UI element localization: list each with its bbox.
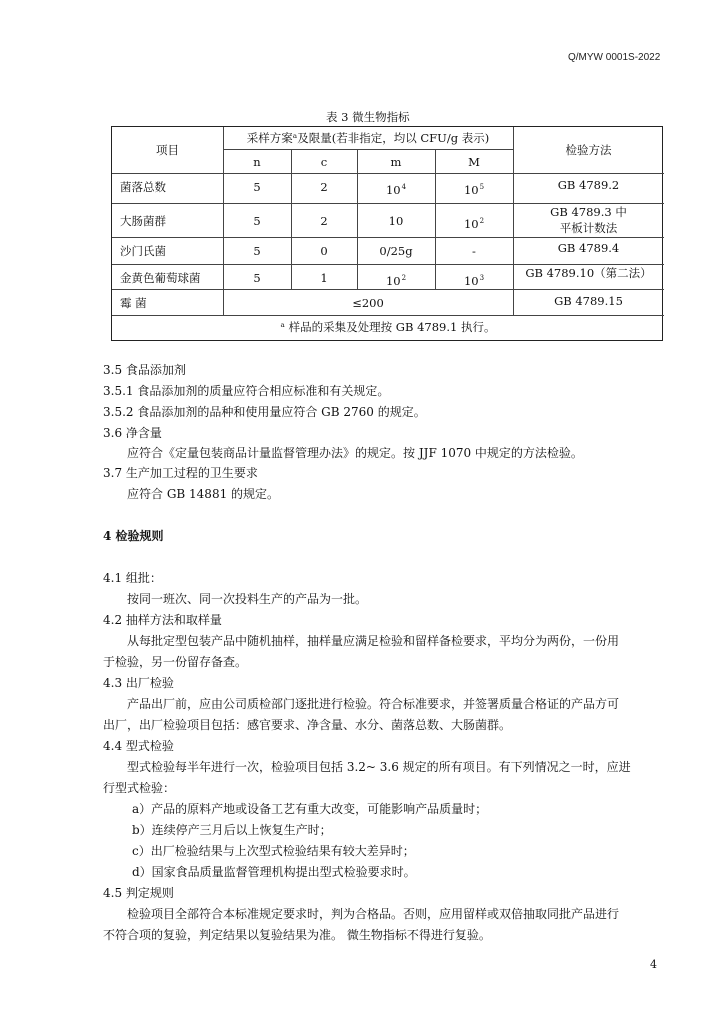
table-footnote: ᵃ 样品的采集及处理按 GB 4789.1 执行。	[280, 320, 496, 334]
table-caption: 表 3 微生物指标	[326, 110, 410, 124]
section-heading: 3.5 食品添加剂	[103, 363, 186, 377]
table-head-method: 检验方法	[565, 143, 612, 157]
section-heading: 3.7 生产加工过程的卫生要求	[103, 466, 258, 480]
row-m: 10	[388, 214, 404, 228]
paragraph-text: 从每批定型包装产品中随机抽样，抽样量应满足检验和留样备检要求，平均分为两份，一份用	[127, 634, 620, 648]
table-subhead-c: c	[320, 155, 328, 169]
row-c: 1	[320, 271, 328, 285]
paragraph-text: 应符合 GB 14881 的规定。	[127, 487, 280, 501]
microbial-indicators-table	[111, 126, 663, 341]
row-item: 金黄色葡萄球菌	[120, 271, 201, 285]
row-method: GB 4789.3 中	[550, 205, 627, 219]
row-M: $10^2$	[463, 217, 485, 231]
row-M: $10^5$	[463, 183, 485, 197]
row-item: 沙门氏菌	[120, 244, 166, 258]
row-m: $10^2$	[385, 274, 407, 288]
clause-text: 3.5.1 食品添加剂的质量应符合相应标准和有关规定。	[103, 384, 390, 398]
table-head-sampling: 采样方案ᵃ及限量(若非指定，均以 CFU/g 表示)	[246, 131, 490, 145]
row-method: GB 4789.10（第二法）	[525, 266, 652, 280]
paragraph-text: 产品出厂前，应由公司质检部门逐批进行检验。符合标准要求，并签署质量合格证的产品方可	[127, 697, 620, 711]
section-heading: 3.6 净含量	[103, 426, 162, 440]
section-heading: 4.3 出厂检验	[103, 676, 174, 690]
paragraph-text: 应符合《定量包装商品计量监督管理办法》的规定。按 JJF 1070 中规定的方法检验。	[127, 446, 583, 460]
paragraph-text: 不符合项的复验，判定结果以复验结果为准。 微生物指标不得进行复验。	[103, 928, 491, 942]
row-n: 5	[253, 271, 261, 285]
row-c: 2	[320, 180, 328, 194]
row-method-detail: 平板计数法	[559, 221, 618, 235]
list-item: d）国家食品质量监督管理机构提出型式检验要求时。	[132, 865, 416, 879]
row-method: GB 4789.4	[557, 241, 620, 255]
row-mold-method: GB 4789.15	[554, 294, 623, 308]
row-c: 2	[320, 214, 328, 228]
row-n: 5	[253, 244, 261, 258]
row-item-mold: 霉 菌	[120, 296, 147, 310]
section-heading: 4.1 组批：	[103, 571, 162, 585]
row-item: 大肠菌群	[120, 214, 166, 228]
paragraph-text: 行型式检验：	[103, 781, 176, 795]
row-n: 5	[253, 214, 261, 228]
row-m: 0/25g	[379, 244, 413, 258]
list-item: b）连续停产三月后以上恢复生产时；	[132, 823, 332, 837]
list-item: c）出厂检验结果与上次型式检验结果有较大差异时；	[132, 844, 415, 858]
paragraph-text: 出厂，出厂检验项目包括：感官要求、净含量、水分、菌落总数、大肠菌群。	[103, 718, 512, 732]
row-n: 5	[253, 180, 261, 194]
document-code: Q/MYW 0001S-2022	[568, 52, 661, 63]
table-head-item: 项目	[156, 143, 179, 157]
paragraph-text: 于检验，另一份留存备查。	[103, 655, 248, 669]
section-heading: 4.2 抽样方法和取样量	[103, 613, 222, 627]
section-heading: 4.4 型式检验	[103, 739, 174, 753]
row-mold-limit: ≤200	[352, 296, 384, 310]
page-number: 4	[650, 958, 657, 971]
paragraph-text: 型式检验每半年进行一次，检验项目包括 3.2~ 3.6 规定的所有项目。有下列情况之一时，应进	[127, 760, 631, 774]
row-method: GB 4789.2	[557, 178, 620, 192]
table-subhead-n: n	[253, 155, 261, 169]
row-item: 菌落总数	[120, 180, 166, 194]
row-c: 0	[320, 244, 328, 258]
paragraph-text: 按同一班次、同一次投料生产的产品为一批。	[127, 592, 368, 606]
clause-text: 3.5.2 食品添加剂的品种和使用量应符合 GB 2760 的规定。	[103, 405, 426, 419]
paragraph-text: 检验项目全部符合本标准规定要求时，判为合格品。否则，应用留样或双倍抽取同批产品进行	[127, 907, 620, 921]
chapter-heading: 4 检验规则	[103, 529, 164, 543]
list-item: a）产品的原料产地或设备工艺有重大改变，可能影响产品质量时；	[132, 802, 488, 816]
table-subhead-M: M	[468, 155, 480, 169]
row-M: -	[472, 244, 476, 258]
row-M: $10^3$	[463, 274, 485, 288]
row-m: $10^4$	[385, 183, 407, 197]
table-subhead-m: m	[390, 155, 402, 169]
section-heading: 4.5 判定规则	[103, 886, 174, 900]
